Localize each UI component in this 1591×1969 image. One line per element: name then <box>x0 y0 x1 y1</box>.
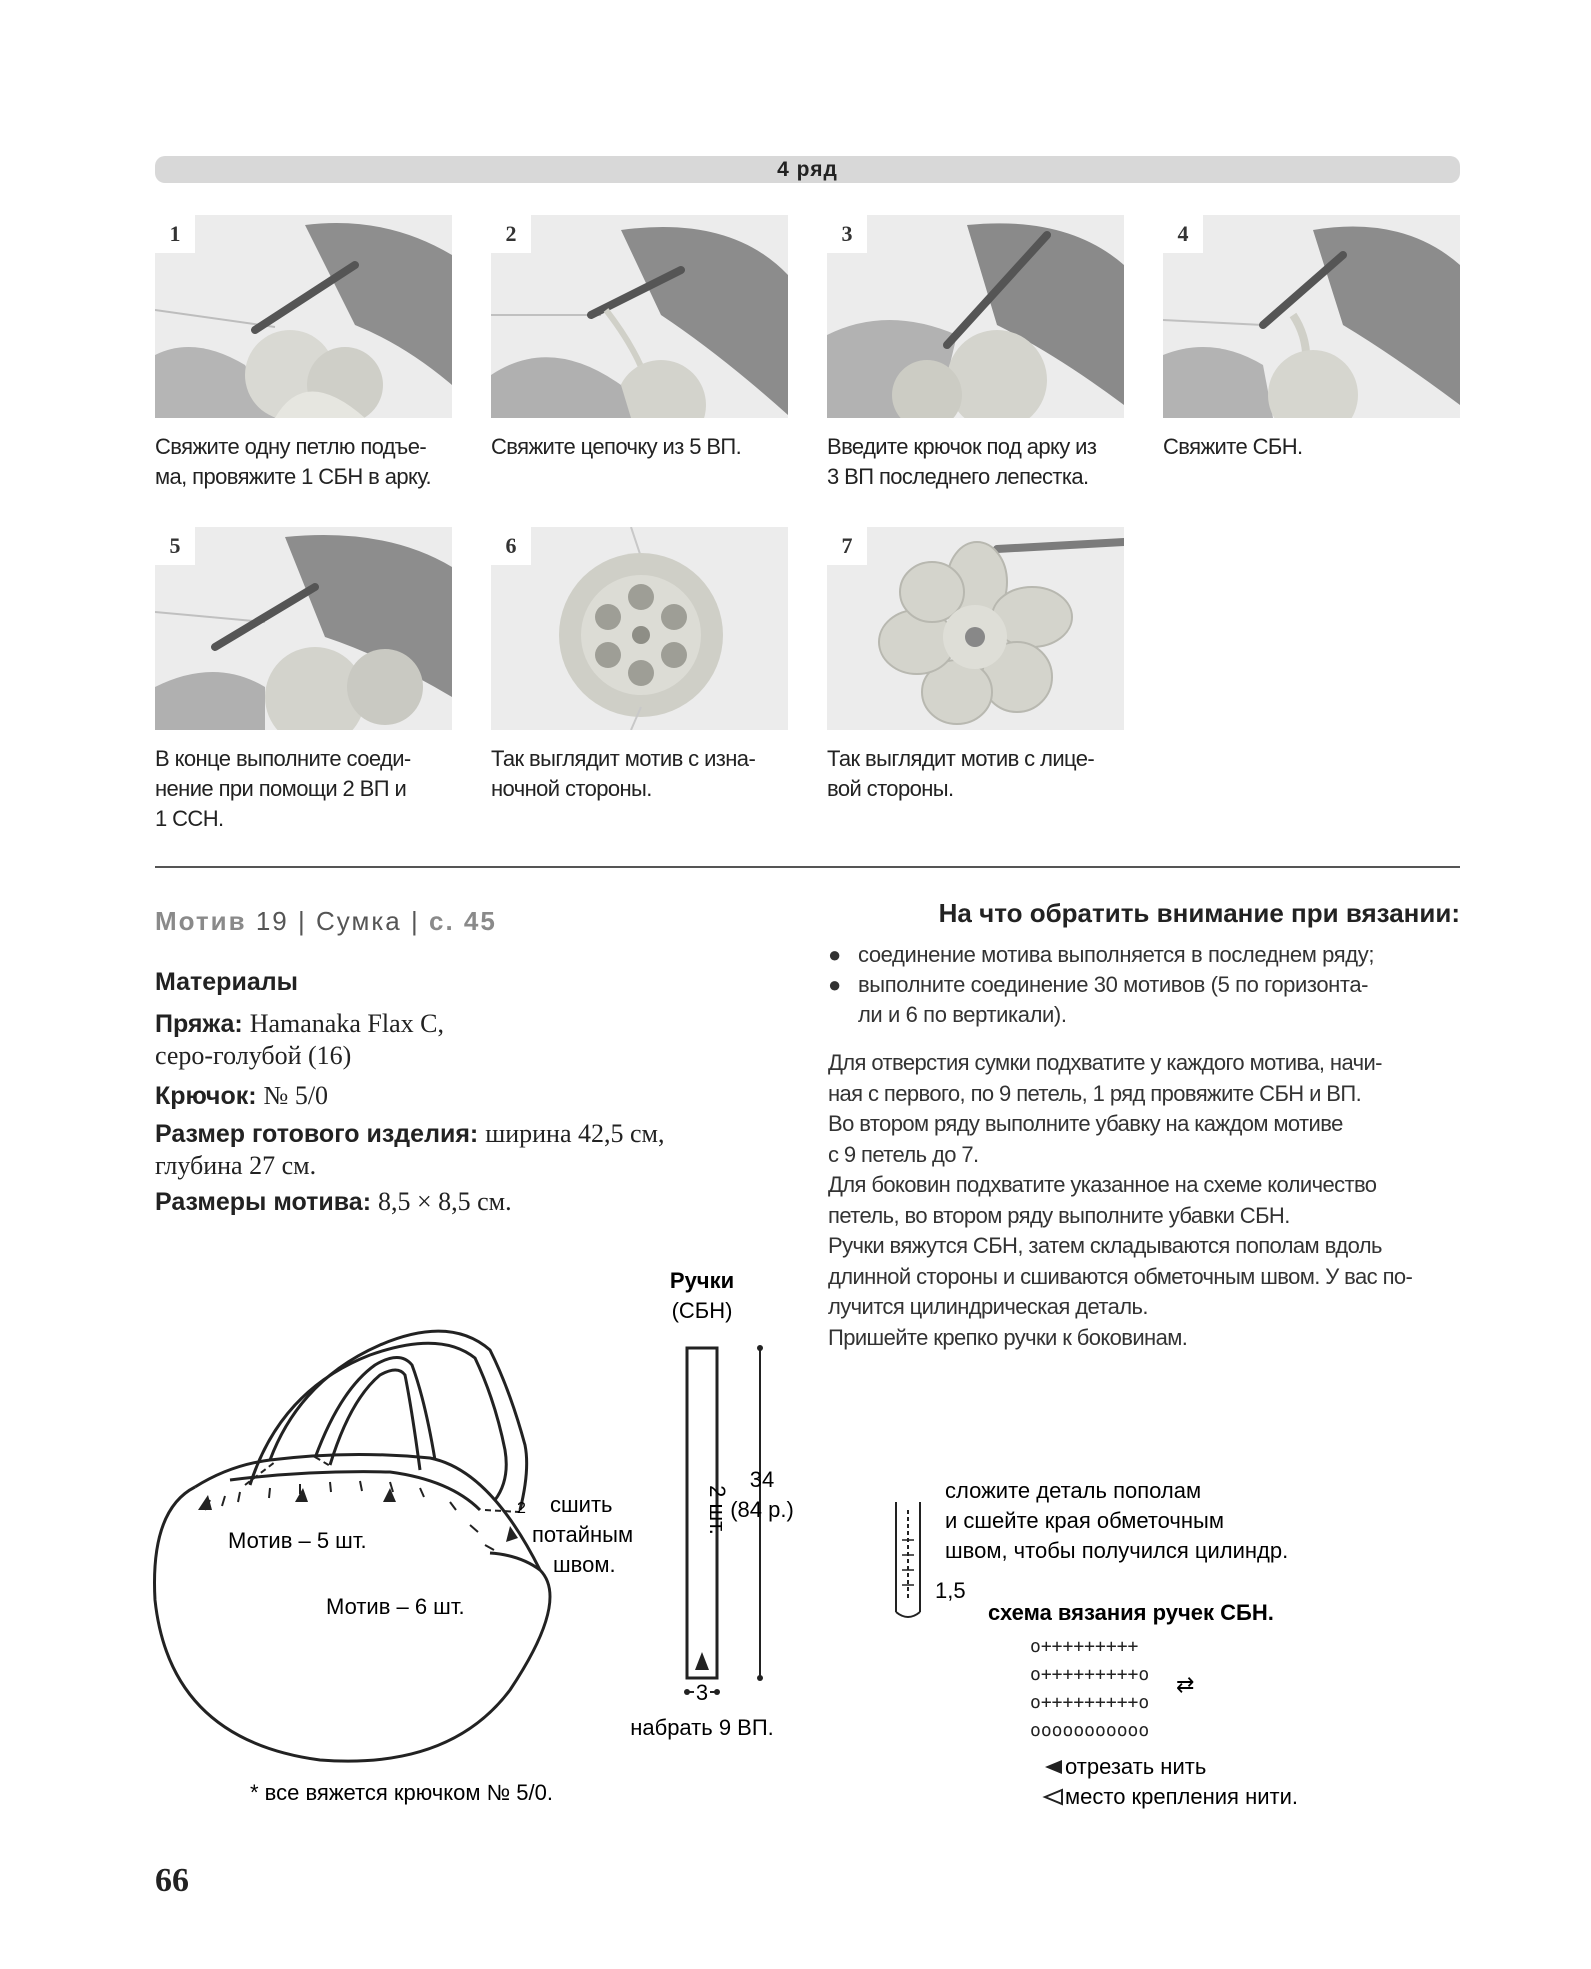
fold-width: 1,5 <box>935 1578 966 1603</box>
svg-text:ooooooooooo: ooooooooooo <box>1030 1720 1150 1741</box>
instructions-text: Для отверстия сумки подхватите у каждого мотива, начи- ная с первого, по 9 петель, 1 ряд провяжите СБН и ВП. Во втором ряду выполните убавку на каждом мотиве с 9 петель до 7. Для боковин подхватите указанное на схеме количество петель, во втором ряду выполните убавки СБН. Ручки вяжутся СБН, затем складываются пополам вдоль длинной стороны и сшиваются обметочным швом. У вас по- лучится цилиндрическая деталь. Пришейте крепко ручки к боковинам. <box>828 1050 1413 1350</box>
motif-6-label: Мотив – 6 шт. <box>326 1594 465 1619</box>
step-photo-5 <box>155 527 452 730</box>
section-header-bar: 4 ряд <box>155 156 1460 183</box>
step-photo-7 <box>827 527 1124 730</box>
step-caption-6: Так выглядит мотив с изна- ночной стороны. <box>491 746 756 801</box>
bullet-item: ● соединение мотива выполняется в последнем ряду; <box>828 940 1468 970</box>
bullet-icon: ● <box>828 972 841 997</box>
handle-count: 2 шт. <box>705 1485 730 1535</box>
hook-footnote: * все вяжется крючком № 5/0. <box>250 1780 553 1805</box>
legend-attach: место крепления нити. <box>1065 1784 1298 1809</box>
step-number: 7 <box>827 527 867 565</box>
handle-diagram <box>630 1260 810 1750</box>
step-number: 6 <box>491 527 531 565</box>
hook-spec: Крючок: № 5/0 <box>155 1081 329 1110</box>
handles-subtitle: (СБН) <box>671 1298 733 1323</box>
fold-instruction-2: и сшейте края обметочным <box>945 1508 1224 1533</box>
step-number: 3 <box>827 215 867 253</box>
step-number: 5 <box>155 527 195 565</box>
handle-length-rows: (84 р.) <box>730 1497 794 1522</box>
step-photo-1 <box>155 215 452 418</box>
attach-yarn-icon <box>1045 1790 1062 1804</box>
stitch-count-label: 2 <box>517 1500 526 1517</box>
step-number: 4 <box>1163 215 1203 253</box>
attention-title: На что обратить внимание при вязании: <box>938 898 1460 928</box>
seam-label-1: сшить <box>550 1492 613 1517</box>
fold-instruction-1: сложите деталь пополам <box>945 1478 1202 1503</box>
direction-arrow-icon <box>695 1652 709 1670</box>
size-spec: Размер готового изделия: ширина 42,5 см, глубина 27 см. <box>155 1119 665 1180</box>
motif-title: Мотив 19 | Сумка | с. 45 <box>155 906 497 936</box>
legend-cut: отрезать нить <box>1065 1754 1207 1779</box>
cast-on-label: набрать 9 ВП. <box>630 1715 774 1740</box>
bullet-icon: ● <box>828 942 841 967</box>
step-caption-7: Так выглядит мотив с лице- вой стороны. <box>827 746 1095 801</box>
fold-instruction-3: швом, чтобы получился цилиндр. <box>945 1538 1289 1563</box>
svg-text:o+++++++++o: o+++++++++o <box>1030 1692 1150 1713</box>
step-caption-5: В конце выполните соеди- нение при помощи 2 ВП и 1 ССН. <box>155 746 411 831</box>
step-caption-1: Свяжите одну петлю подъе- ма, провяжите 1 СБН в арку. <box>155 434 432 489</box>
section-divider <box>155 866 1460 868</box>
page-number: 66 <box>155 1862 189 1899</box>
stitch-chart <box>1030 1636 1149 1741</box>
bullet-item: ● выполните соединение 30 мотивов (5 по горизонта- ли и 6 по вертикали). <box>828 972 1369 1027</box>
seam-label-3: швом. <box>553 1552 616 1577</box>
step-photo-3 <box>827 215 1124 418</box>
svg-text:o+++++++++o: o+++++++++o <box>1030 1664 1150 1685</box>
bag-diagram <box>150 1270 650 1810</box>
step-caption-4: Свяжите СБН. <box>1163 434 1303 459</box>
handle-length: 34 <box>749 1467 775 1492</box>
seam-label-2: потайным <box>532 1522 634 1547</box>
svg-text:o+++++++++: o+++++++++ <box>1030 1636 1139 1657</box>
row-direction-arrows-icon: ⇄ <box>1176 1672 1195 1697</box>
step-photo-4 <box>1163 215 1460 418</box>
cut-yarn-icon <box>1045 1760 1062 1774</box>
step-photo-6 <box>491 527 788 730</box>
stitch-chart-title: схема вязания ручек СБН. <box>988 1600 1274 1625</box>
yarn-spec: Пряжа: Hamanaka Flax C, серо-голубой (16) <box>155 1009 444 1070</box>
step-photo-2 <box>491 215 788 418</box>
handles-title: Ручки <box>669 1268 735 1293</box>
step-caption-3: Введите крючок под арку из 3 ВП последнего лепестка. <box>827 434 1097 489</box>
step-caption-2: Свяжите цепочку из 5 ВП. <box>491 434 742 459</box>
step-number: 1 <box>155 215 195 253</box>
attention-bullets <box>828 940 1468 1030</box>
fold-and-stitch-diagram <box>880 1470 1320 1820</box>
motif-5-label: Мотив – 5 шт. <box>228 1528 367 1553</box>
step-number: 2 <box>491 215 531 253</box>
motif-size-spec: Размеры мотива: 8,5 × 8,5 см. <box>155 1187 512 1216</box>
handle-width: 3 <box>695 1680 709 1705</box>
materials-heading: Материалы <box>155 968 298 996</box>
